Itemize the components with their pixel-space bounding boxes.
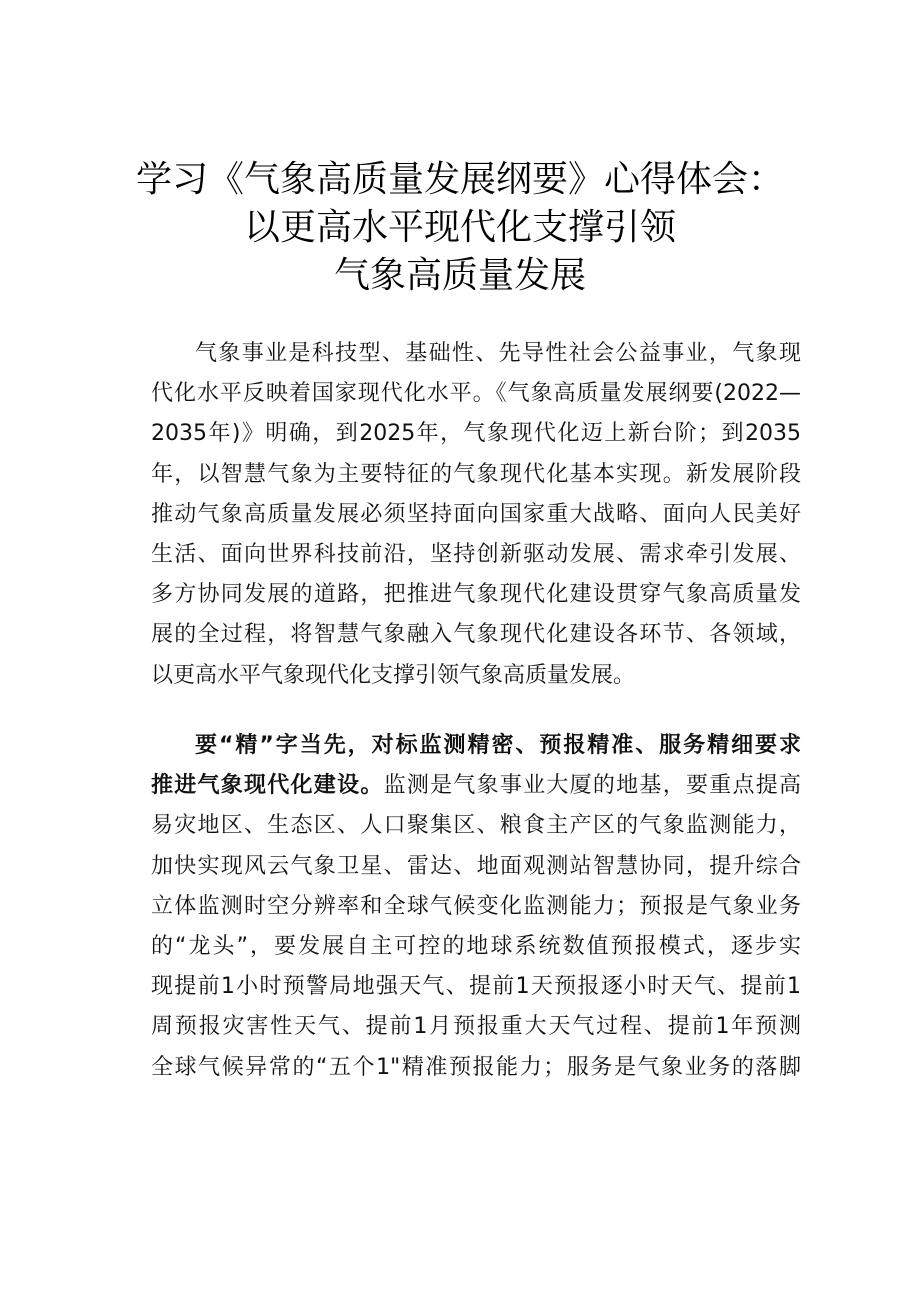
paragraph-line: 立体监测时空分辨率和全球气候变化监测能力；预报是气象业务	[151, 893, 801, 919]
paragraph-line: 气象事业是科技型、基础性、先导性社会公益事业，气象现	[195, 341, 801, 366]
paragraph-line: 年，以智慧气象为主要特征的气象现代化基本实现。新发展阶段	[151, 461, 801, 487]
paragraph-line: 易灾地区、生态区、人口聚集区、粮食主产区的气象监测能力，	[151, 813, 801, 839]
paragraph-line: 的“龙头”，要发展自主可控的地球系统数值预报模式，逐步实	[151, 934, 801, 960]
paragraph-line	[151, 766, 801, 806]
paragraph-line: 加快实现风云气象卫星、雷达、地面观测站智慧协同，提升综合	[151, 853, 801, 879]
paragraph-line: 2035年)》明确，到2025年，气象现代化迈上新台阶；到2035	[151, 421, 801, 447]
paragraph-heading-line: 要“精”字当先，对标监测精密、预报精准、服务精细要求	[195, 733, 801, 758]
paragraph-line: 多方协同发展的道路，把推进气象现代化建设贯穿气象高质量发	[151, 582, 801, 608]
document-title	[100, 156, 820, 300]
paragraph-line: 推动气象高质量发展必须坚持面向国家重大战略、面向人民美好	[151, 501, 801, 527]
paragraph-intro	[151, 334, 801, 696]
paragraph-line: 周预报灾害性天气、提前1月预报重大天气过程、提前1年预测	[151, 1014, 801, 1040]
paragraph-precision	[151, 726, 801, 1088]
paragraph-line: 全球气候异常的“五个1"精准预报能力；服务是气象业务的落脚	[151, 1054, 801, 1080]
title-line-3: 气象高质量发展	[333, 255, 586, 296]
paragraph-line: 代化水平反映着国家现代化水平。《气象高质量发展纲要(2022—	[151, 381, 801, 407]
paragraph-line: 现提前1小时预警局地强天气、提前1天预报逐小时天气、提前1	[151, 974, 801, 1000]
title-line-1: 学习《气象高质量发展纲要》心得体会：	[135, 159, 784, 200]
paragraph-line: 生活、面向世界科技前沿，坚持创新驱动发展、需求牵引发展、	[151, 542, 801, 568]
paragraph-line-rest: 监测是气象事业大厦的地基，要重点提高	[383, 773, 801, 799]
paragraph-line: 展的全过程，将智慧气象融入气象现代化建设各环节、各领域，	[151, 622, 801, 648]
paragraph-heading-tail: 推进气象现代化建设。	[151, 773, 384, 799]
title-line-2: 以更高水平现代化支撑引领	[243, 207, 676, 248]
paragraph-line: 以更高水平气象现代化支撑引领气象高质量发展。	[151, 662, 636, 688]
